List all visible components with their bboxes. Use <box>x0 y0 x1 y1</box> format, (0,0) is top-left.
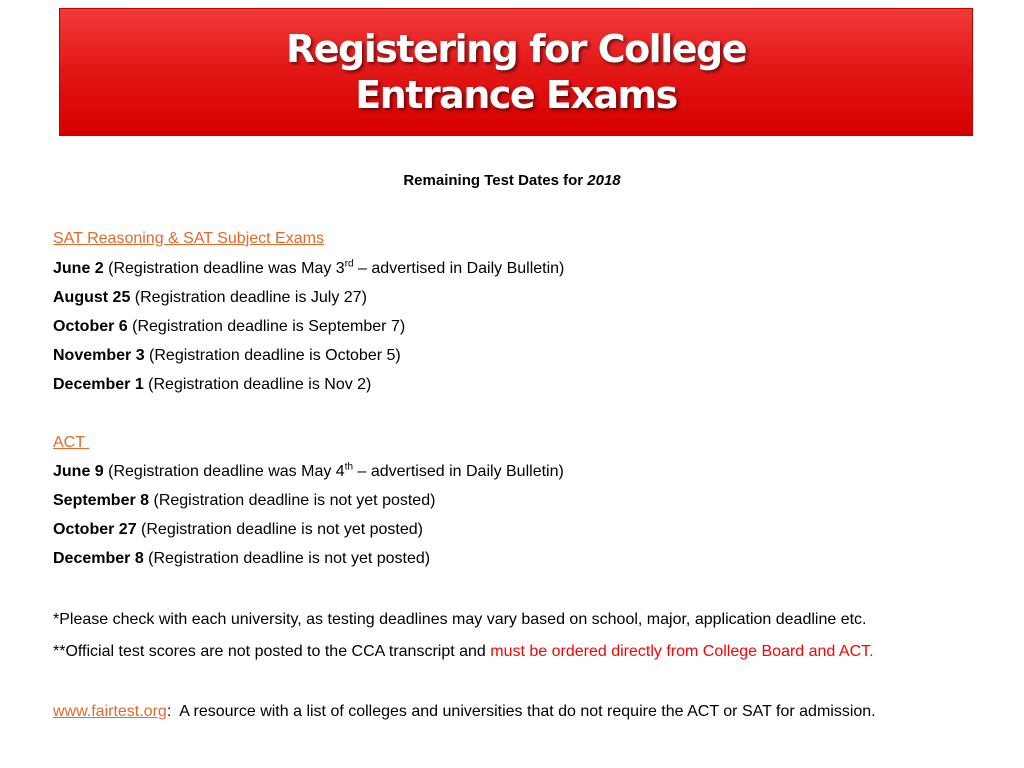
sat-deadline-text: (Registration deadline was May 3 <box>103 260 345 277</box>
sat-date: November 3 <box>53 347 145 364</box>
act-date-row <box>53 520 423 540</box>
sat-date-row <box>53 259 564 279</box>
sat-deadline-text: (Registration deadline is July 27) <box>130 289 367 306</box>
sat-deadline-text: (Registration deadline is Nov 2) <box>143 376 372 393</box>
sat-date: December 1 <box>53 376 144 393</box>
act-date-row <box>53 491 435 511</box>
subtitle-prefix: Remaining Test Dates for <box>403 172 588 189</box>
resource-description: : A resource with a list of colleges and universities that do not require the ACT or SAT for admission. <box>166 703 876 720</box>
sat-heading-row <box>53 229 324 249</box>
title-banner <box>59 8 973 136</box>
note-university-deadlines: *Please check with each university, as testing deadlines may vary based on school, major, application deadline etc. <box>53 611 867 628</box>
subtitle <box>0 172 1024 189</box>
slide-title-line-2: Entrance Exams <box>355 73 677 117</box>
note-official-scores <box>53 642 874 662</box>
act-date: June 9 <box>53 463 104 480</box>
sat-date: August 25 <box>53 289 131 306</box>
act-date-row <box>53 549 430 569</box>
sat-deadline-sup: rd <box>344 258 354 270</box>
sat-date-row <box>53 346 401 366</box>
act-date: September 8 <box>53 492 150 509</box>
sat-deadline-text: (Registration deadline is October 5) <box>144 347 401 364</box>
act-deadline-text: (Registration deadline is not yet posted) <box>136 521 423 538</box>
sat-date-row <box>53 375 371 395</box>
sat-heading-link[interactable]: SAT Reasoning & SAT Subject Exams <box>53 230 324 247</box>
note-official-scores-highlight: must be ordered directly from College Board and ACT. <box>490 643 874 660</box>
act-deadline-sup: th <box>344 461 354 473</box>
sat-date: October 6 <box>53 318 128 335</box>
act-deadline-note: – advertised in Daily Bulletin) <box>353 463 564 480</box>
sat-deadline-text: (Registration deadline is September 7) <box>127 318 406 335</box>
act-date: October 27 <box>53 521 137 538</box>
resource-row <box>53 702 876 722</box>
sat-date-row <box>53 317 405 337</box>
sat-date-row <box>53 288 367 308</box>
note-official-scores-text: **Official test scores are not posted to the CCA transcript and <box>53 643 491 660</box>
sat-date: June 2 <box>53 260 104 277</box>
act-date: December 8 <box>53 550 144 567</box>
slide-title-line-1: Registering for College <box>286 27 746 71</box>
sat-deadline-note: – advertised in Daily Bulletin) <box>353 260 565 277</box>
act-deadline-text: (Registration deadline is not yet posted) <box>143 550 431 567</box>
act-date-row <box>53 462 564 482</box>
act-heading-row <box>53 433 89 453</box>
act-heading-link[interactable]: ACT <box>53 434 90 451</box>
act-deadline-text: (Registration deadline is not yet posted) <box>149 492 436 509</box>
act-deadline-text: (Registration deadline was May 4 <box>103 463 345 480</box>
fairtest-link[interactable]: www.fairtest.org <box>53 703 167 720</box>
subtitle-year: 2018 <box>587 172 621 189</box>
